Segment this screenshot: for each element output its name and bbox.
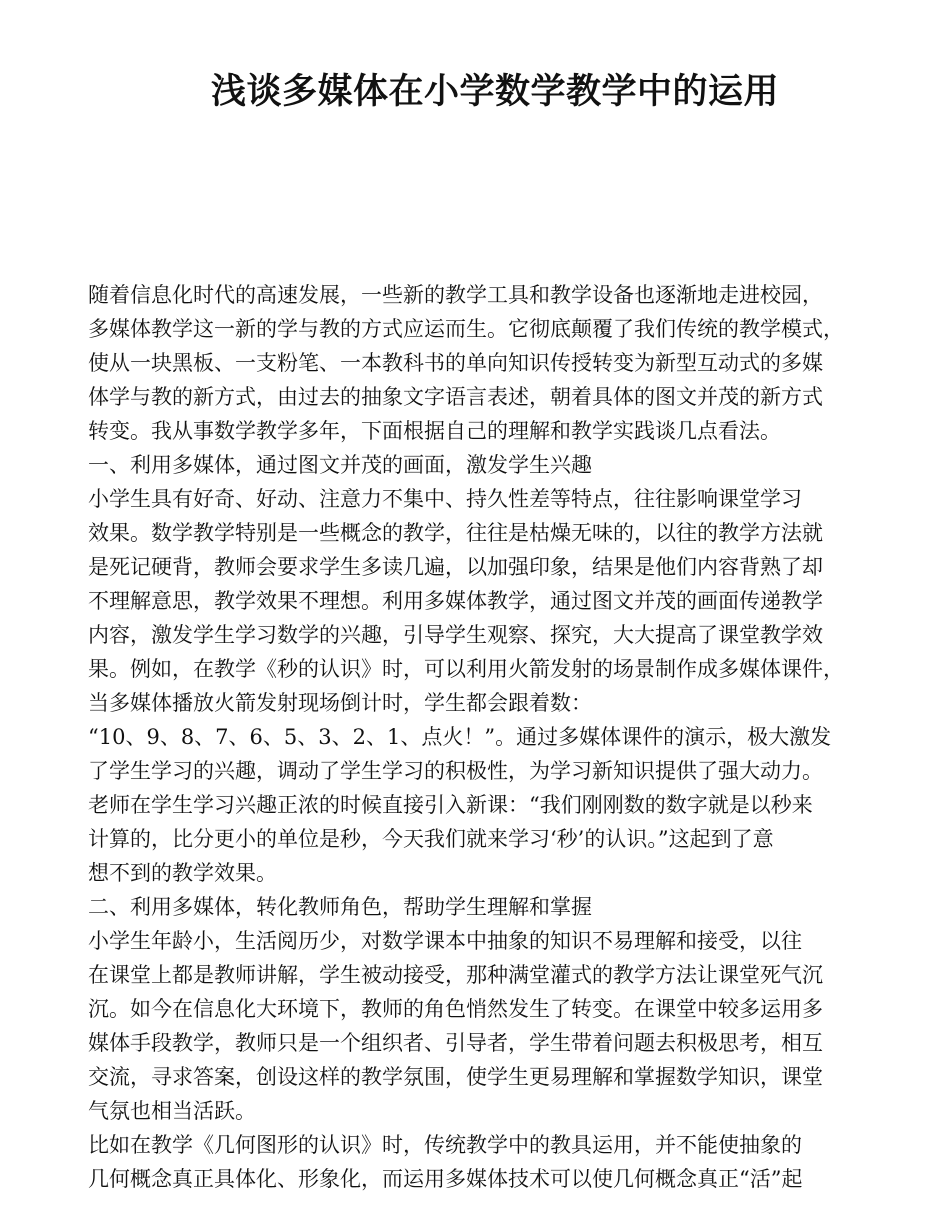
text-line: 果。例如，在教学《秒的认识》时，可以利用火箭发射的场景制作成多媒体课件， <box>88 657 844 681</box>
text-line: 气氛也相当活跃。 <box>88 1099 256 1123</box>
text-line: 小学生年龄小，生活阅历少，对数学课本中抽象的知识不易理解和接受，以往 <box>88 929 802 953</box>
text-line: 内容，激发学生学习数学的兴趣，引导学生观察、探究，大大提高了课堂教学效 <box>88 623 823 647</box>
text-line: 二、利用多媒体，转化教师角色，帮助学生理解和掌握 <box>88 895 592 919</box>
text-line: 几何概念真正具体化、形象化，而运用多媒体技术可以使几何概念真正“活”起 <box>88 1167 803 1191</box>
text-line: 转变。我从事数学教学多年，下面根据自己的理解和教学实践谈几点看法。 <box>88 419 781 443</box>
text-line: 当多媒体播放火箭发射现场倒计时，学生都会跟着数： <box>88 691 592 715</box>
text-line: 不理解意思，教学效果不理想。利用多媒体教学，通过图文并茂的画面传递教学 <box>88 589 823 613</box>
text-line: 使从一块黑板、一支粉笔、一本教科书的单向知识传授转变为新型互动式的多媒 <box>88 351 823 375</box>
text-line: 随着信息化时代的高速发展，一些新的教学工具和教学设备也逐渐地走进校园， <box>88 283 823 307</box>
text-line: 媒体手段教学，教师只是一个组织者、引导者，学生带着问题去积极思考，相互 <box>88 1031 823 1055</box>
text-line: 了学生学习的兴趣，调动了学生学习的积极性，为学习新知识提供了强大动力。 <box>88 759 823 783</box>
text-line: 想不到的教学效果。 <box>88 861 277 885</box>
text-line: 体学与教的新方式，由过去的抽象文字语言表述，朝着具体的图文并茂的新方式 <box>88 385 823 409</box>
document-body <box>88 278 918 1196</box>
text-line: 多媒体教学这一新的学与教的方式应运而生。它彻底颠覆了我们传统的教学模式， <box>88 317 844 341</box>
text-line: 小学生具有好奇、好动、注意力不集中、持久性差等特点，往往影响课堂学习 <box>88 487 802 511</box>
text-line: 计算的，比分更小的单位是秒，今天我们就来学习‘秒’的认识。”这起到了意 <box>88 827 774 851</box>
text-line: 一、利用多媒体，通过图文并茂的画面，激发学生兴趣 <box>88 453 592 477</box>
text-line: 效果。数学教学特别是一些概念的教学，往往是枯燥无味的，以往的教学方法就 <box>88 521 823 545</box>
text-line: 比如在教学《几何图形的认识》时，传统教学中的教具运用，并不能使抽象的 <box>88 1133 802 1157</box>
text-line: 老师在学生学习兴趣正浓的时候直接引入新课：“我们刚刚数的数字就是以秒来 <box>88 793 813 817</box>
text-line: “10、9、8、7、6、5、3、2、1、点火！”。通过多媒体课件的演示，极大激发 <box>88 725 832 749</box>
text-line: 沉。如今在信息化大环境下，教师的角色悄然发生了转变。在课堂中较多运用多 <box>88 997 823 1021</box>
document-title: 浅谈多媒体在小学数学教学中的运用 <box>210 71 779 112</box>
text-line: 是死记硬背，教师会要求学生多读几遍，以加强印象，结果是他们内容背熟了却 <box>88 555 823 579</box>
text-line: 交流，寻求答案，创设这样的教学氛围，使学生更易理解和掌握数学知识，课堂 <box>88 1065 823 1089</box>
text-line: 在课堂上都是教师讲解，学生被动接受，那种满堂灌式的教学方法让课堂死气沉 <box>88 963 823 987</box>
